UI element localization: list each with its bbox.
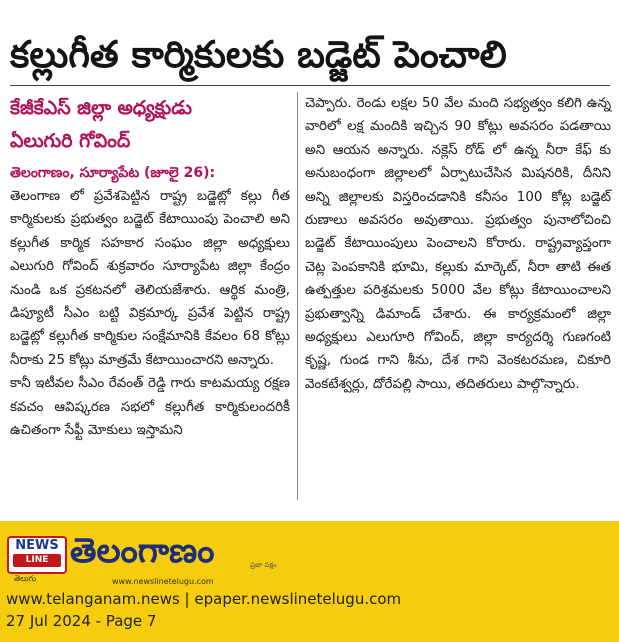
right-column [305, 92, 611, 396]
footer-banner [0, 521, 619, 642]
right-body [305, 92, 611, 396]
newsline-logo [7, 536, 67, 574]
page-info: 27 Jul 2024 - Page 7 [6, 612, 157, 630]
paragraph: చెప్పారు. రెండు లక్షల 50 వేల మంది సభ్యత్వం కలిగి ఉన్న వారిలో లక్ష మందికి ఇచ్చిన 90 కోట్లు అవసరం పడతాయి అని ఆయన అన్నారు. నక్లెస్ రోడ్ లో ఉన్న నీరా కేఫ్ కు అనుబంధంగా జిల్లాలలో ఏర్పాటుచేసిన మిషనరికి, దీనిని అన్ని జిల్లాలకు విస్తరించడానికి కనీసం 100 కోట్ల బడ్జెట్ రుణాలు అవసరం అవుతాయి. ప్రభుత్వం పునాలోచించి బడ్జెట్ కేటాయింపులు పెంచాలని కోరారు. రాష్ట్రవ్యాప్తంగా చెట్ల పెంపకానికి భూమి, కల్లుకు మార్కెట్, నీరా తాటి ఈత ఉత్పత్తుల పరిశ్రమలకు 5000 వేల కోట్లు కేటాయించాలని ప్రభుత్వాన్ని డిమాండ్ చేశారు. ఈ కార్యక్రమంలో జిల్లా అధ్యక్షులు ఎలుగూరి గోవింద్, జిల్లా కార్యదర్శి గుణగంటి కృష్ణ, గుండ గాని శీను, దేశ గాని వెంకటరమణ, చికూరి వెంకటేశ్వర్లు, దోరేపల్లి సాయి, తదితరులు పాల్గొన్నారు. [305, 96, 611, 392]
footer-links[interactable]: www.telanganam.news | epaper.newslinetelugu.com [6, 590, 402, 608]
brand-tagline: ప్రజా పక్షం [250, 561, 277, 569]
subheadline-line-1: కేజీకేఎస్ జిల్లా అధ్యక్షుడు [10, 97, 192, 119]
brand-name: తెలంగాణం [70, 531, 215, 571]
subheadline-line-2: ఏలుగురి గోవింద్ [10, 130, 131, 152]
paragraph: తెలంగాణ లో ప్రవేశపెట్టిన రాష్ట్ర బడ్జెట్లో కల్లు గీత కార్మికులకు ప్రభుత్వం బడ్జెట్ కేటాయింపు పెంచాలి అని కల్లుగీత కార్మిక సహకార సంఘం జిల్లా అధ్యక్షులు ఎలుగురి గోవింద్ శుక్రవారం సూర్యాపేట జిల్లా కేంద్రం నుండి ఒక ప్రకటనలో తెలియజేశారు. ఆర్థిక మంత్రి, డిప్యూటీ సీఎం బట్టి విక్రమార్క ప్రవేశ పెట్టిన రాష్ట్ర బడ్జెట్లో కల్లుగీత కార్మికుల సంక్షేమానికి కేవలం 68 కోట్లు నీరాకు 25 కోట్లు మాత్రమే కేటాయించారని అన్నారు. [10, 189, 290, 368]
logo-sub-text: తెలుగు [14, 574, 37, 583]
left-column [10, 92, 290, 442]
left-body [10, 185, 290, 442]
headline: కల్లుగీత కార్మికులకు బడ్జెట్ పెంచాలి [10, 33, 507, 76]
column-divider [297, 92, 298, 500]
logo-news-text: NEWS [15, 538, 59, 553]
brand-url: www.newslinetelugu.com [112, 577, 214, 586]
headline-rule [10, 85, 610, 86]
subheadline [10, 92, 290, 158]
logo-line-text: LINE [13, 554, 61, 567]
dateline: తెలంగాణం, సూర్యాపేట (జూలై 26): [10, 165, 216, 181]
paragraph: కానీ ఇటీవల సీఎం రేవంత్ రెడ్డి గారు కాటమయ్య రక్షణ కవచం ఆవిష్కరణ సభలో కల్లుగీత కార్మికులందరికీ ఉచితంగా సేఫ్టీ మోకులు ఇస్తామని [10, 376, 290, 439]
